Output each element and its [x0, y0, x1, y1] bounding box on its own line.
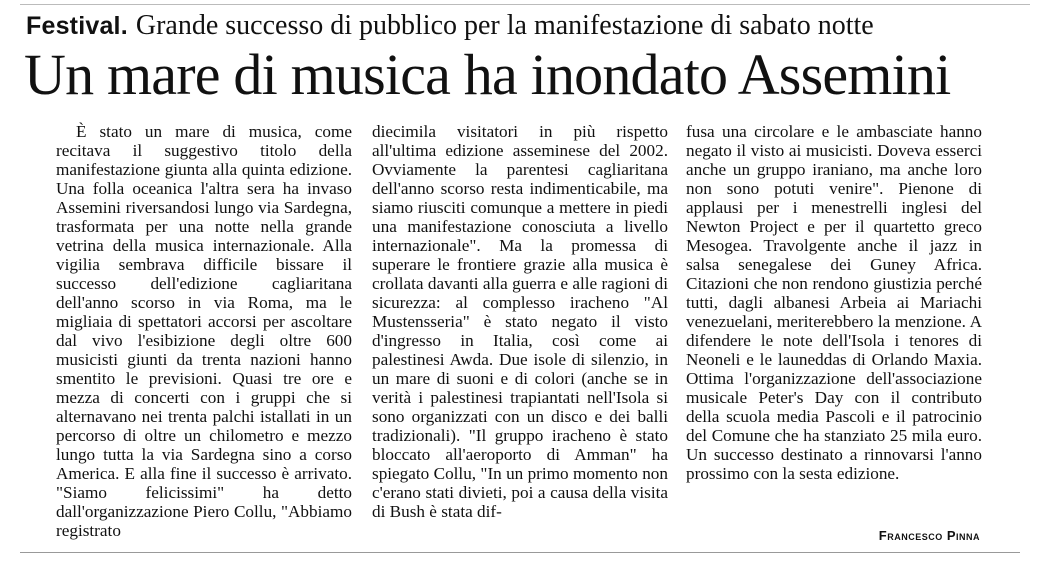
headline: Un mare di musica ha inondato Assemini: [24, 42, 951, 107]
kicker-label: Festival.: [26, 12, 128, 40]
byline: Francesco Pinna: [878, 528, 980, 543]
column-3-text: fusa una circolare e le ambasciate hanno negato il visto ai musicisti. Doveva esserci anche un gruppo iraniano, ma anche loro non sono potuti venire". Pienone di applausi per i menestrelli inglesi del Newton Project e per il quartetto greco Mesogea. Travolgente anche il jazz in salsa senegalese dei Guney Africa. Citazioni che non rendono giustizia perché tutti, dagli albanesi Arbeia ai Mariachi venezuelani, meriterebbero la menzione. A difendere le note dell'Isola i tenores di Neoneli e le launeddas di Orlando Maxia. Ottima l'organizzazione dell'associazione musicale Peter's Day con il contributo della scuola media Pascoli e il patrocinio del Comune che ha stanziato 25 mila euro. Un successo destinato a rinnovarsi l'anno prossimo con la sesta edizione.: [686, 122, 982, 483]
article-column-3: [686, 122, 982, 483]
column-1-text: È stato un mare di musica, come recitava il suggestivo titolo della manifestazione giunta alla quinta edizione. Una folla oceanica l'altra sera ha invaso Assemini riversandosi lungo via Sardegna, trasformata per una notte nella grande vetrina della musica internazionale. Alla vigilia sembrava difficile bissare il successo dell'edizione cagliaritana dell'anno scorso in via Roma, ma le migliaia di spettatori accorsi per ascoltare dal vivo l'esibizione degli oltre 600 musicisti giunti da trenta nazioni hanno smentito le previsioni. Quasi tre ore e mezza di concerti con i gruppi che si alternavano nei trenta palchi istallati in un percorso di oltre un chilometro e mezzo lungo tutta la via Sardegna sino a corso America. E alla fine il successo è arrivato. "Siamo felicissimi" ha detto dall'organizzazione Piero Collu, "Abbiamo registrato: [56, 122, 352, 540]
top-rule: [20, 4, 1030, 5]
article-column-2: [372, 122, 668, 521]
article-column-1: [56, 122, 352, 540]
kicker-text: Grande successo di pubblico per la manifestazione di sabato notte: [135, 10, 874, 41]
column-2-text: diecimila visitatori in più rispetto all'ultima edizione asseminese del 2002. Ovviamente la parentesi cagliaritana dell'anno scorso resta indimenticabile, ma siamo riusciti comunque a mettere in piedi una manifestazione conosciuta a livello internazionale". Ma la promessa di superare le frontiere grazie alla musica è crollata davanti alla guerra e alle ragioni di sicurezza: al complesso iracheno "Al Mustensseria" è stato negato il visto d'ingresso in Italia, così come ai palestinesi Awda. Due isole di silenzio, in un mare di suoni e di colori (anche se in verità i palestinesi trapiantati nell'Isola si sono organizzati con un disco e dei balli tradizionali). "Il gruppo iracheno è stato bloccato all'aeroporto di Amman" ha spiegato Collu, "In un primo momento non c'erano stati divieti, poi a causa della visita di Bush è stata dif-: [372, 122, 668, 521]
bottom-rule: [20, 552, 1020, 553]
